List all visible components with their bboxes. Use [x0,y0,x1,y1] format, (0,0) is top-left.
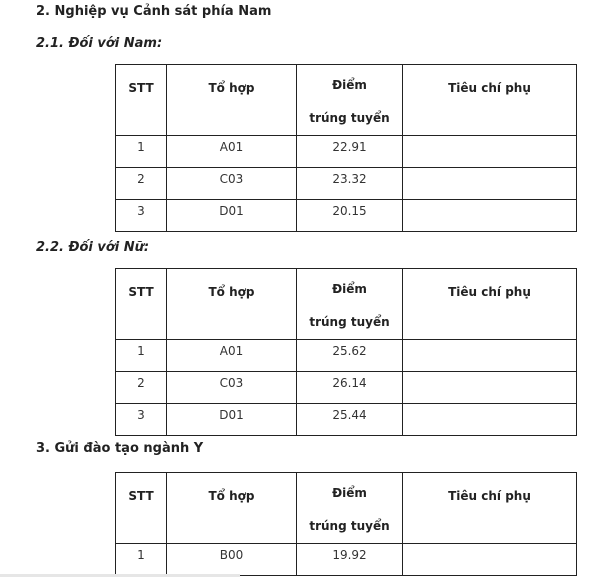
header-diem-trung-tuyen: Điểm trúng tuyển [297,65,403,136]
table-row [116,340,577,372]
header-tieu-chi-phu: Tiêu chí phụ [403,269,577,340]
cell-to-hop: C03 [167,168,297,200]
header-tieu-chi-phu: Tiêu chí phụ [403,65,577,136]
header-stt: STT [116,269,167,340]
cell-tieu-chi [403,372,577,404]
cell-diem: 25.62 [297,340,403,372]
cell-to-hop: B00 [167,544,297,576]
cell-tieu-chi [403,200,577,232]
cell-diem: 26.14 [297,372,403,404]
cell-tieu-chi [403,168,577,200]
cell-tieu-chi [403,136,577,168]
table-header-row [116,65,577,136]
cell-stt: 3 [116,200,167,232]
header-diem-trung-tuyen: Điểm trúng tuyển [297,269,403,340]
cell-tieu-chi [403,340,577,372]
section-3-heading: 3. Gửi đào tạo ngành Y [36,441,204,456]
header-stt: STT [116,473,167,544]
header-to-hop: Tổ hợp [167,269,297,340]
header-tieu-chi-phu: Tiêu chí phụ [403,473,577,544]
cell-to-hop: A01 [167,340,297,372]
male-score-table [115,64,577,232]
cell-diem: 19.92 [297,544,403,576]
table-row [116,544,577,576]
table-row [116,372,577,404]
cell-to-hop: D01 [167,200,297,232]
cell-diem: 23.32 [297,168,403,200]
cell-to-hop: C03 [167,372,297,404]
cell-stt: 2 [116,372,167,404]
header-diem-trung-tuyen: Điểm trúng tuyển [297,473,403,544]
cell-stt: 1 [116,340,167,372]
female-score-table [115,268,577,436]
table-header-row [116,473,577,544]
section-2-1-heading: 2.1. Đối với Nam: [36,36,163,51]
section-2-2-heading: 2.2. Đối với Nữ: [36,240,150,255]
table-row [116,404,577,436]
cell-tieu-chi [403,404,577,436]
cell-to-hop: D01 [167,404,297,436]
cell-stt: 1 [116,544,167,576]
section-2-heading: 2. Nghiệp vụ Cảnh sát phía Nam [36,4,272,19]
cell-tieu-chi [403,544,577,576]
cell-diem: 22.91 [297,136,403,168]
medical-score-table [115,472,577,576]
header-stt: STT [116,65,167,136]
header-to-hop: Tổ hợp [167,473,297,544]
table-row [116,136,577,168]
table-row [116,168,577,200]
header-to-hop: Tổ hợp [167,65,297,136]
cell-to-hop: A01 [167,136,297,168]
cell-diem: 20.15 [297,200,403,232]
table-row [116,200,577,232]
cell-stt: 3 [116,404,167,436]
cell-stt: 1 [116,136,167,168]
cell-diem: 25.44 [297,404,403,436]
table-header-row [116,269,577,340]
cell-stt: 2 [116,168,167,200]
